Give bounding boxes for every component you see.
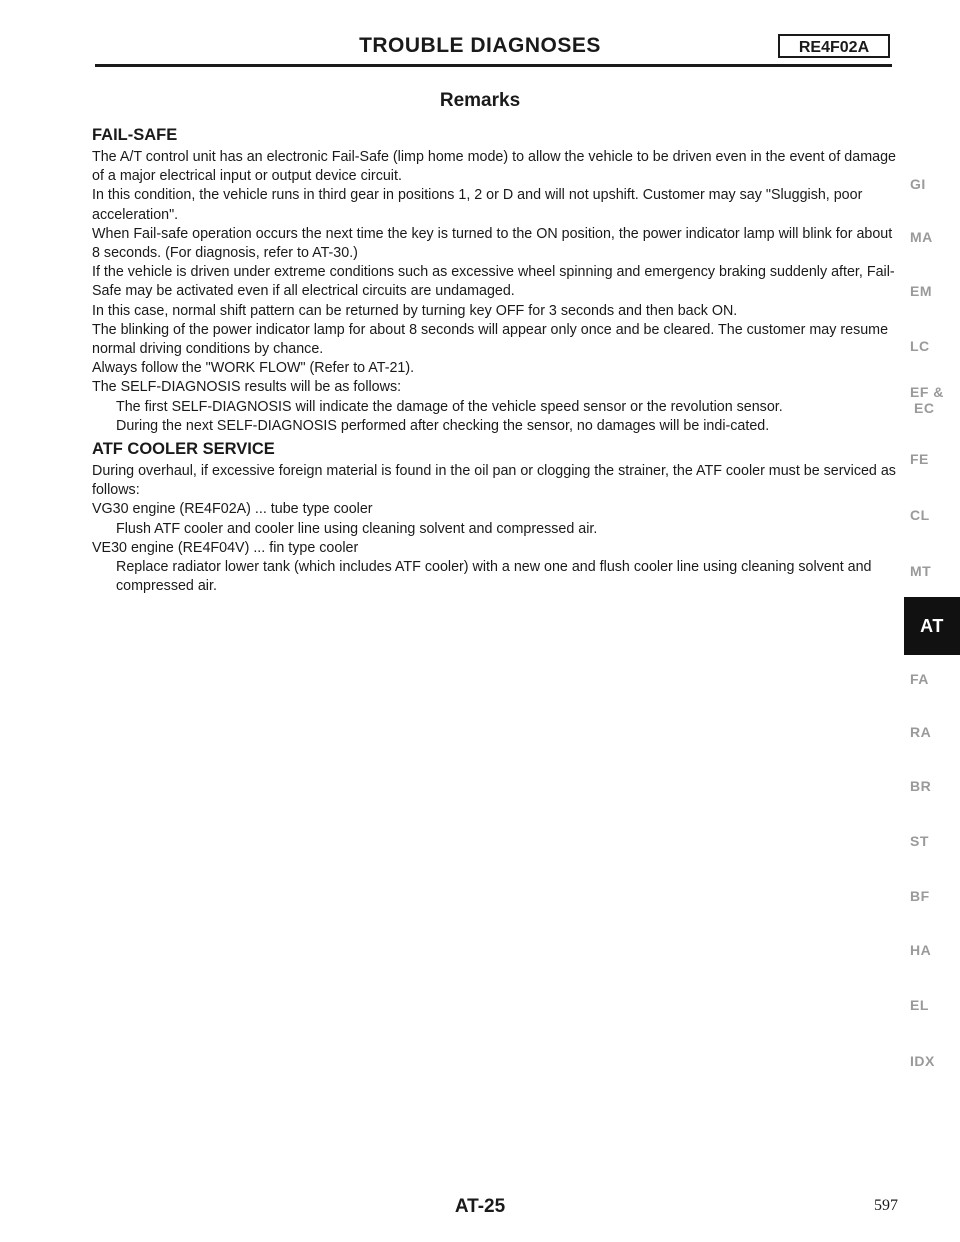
section-title: Remarks [439,90,521,111]
page-code: AT-25 [454,1196,506,1217]
fail-safe-paragraph: When Fail-safe operation occurs the next time the key is turned to the ON position, the power indicator lamp will blink for about 8 seconds. (For diagnosis, refer to AT-30.) [92,225,893,262]
index-tab-st[interactable]: ST [910,833,929,849]
index-tab-ma[interactable]: MA [910,229,933,245]
page-number: 597 [874,1197,898,1214]
fail-safe-paragraph: In this case, normal shift pattern can be returned by turning key OFF for 3 seconds and then back ON. [92,302,738,319]
index-tab-fa[interactable]: FA [910,671,929,687]
header-rule [95,64,892,67]
index-tab-ra[interactable]: RA [910,724,932,740]
self-diagnosis-result: The first SELF-DIAGNOSIS will indicate the damage of the vehicle speed sensor or the revolution sensor. [116,398,783,415]
fail-safe-heading: FAIL-SAFE [92,126,178,144]
section-index-tabs [904,0,960,1242]
index-tab-ef-ec[interactable] [910,384,944,416]
fail-safe-paragraph: The blinking of the power indicator lamp for about 8 seconds will appear only once and be cleared. The customer may resume normal driving conditions by chance. [92,321,889,358]
index-tab-em[interactable]: EM [910,283,932,299]
index-tab-mt[interactable]: MT [910,563,932,579]
index-tab-ha[interactable]: HA [910,942,932,958]
fail-safe-paragraph: The SELF-DIAGNOSIS results will be as follows: [92,379,402,396]
index-tab-idx[interactable]: IDX [910,1053,935,1069]
fail-safe-paragraph: The A/T control unit has an electronic Fail-Safe (limp home mode) to allow the vehicle to be driven even in the event of damage of a major electrical input or output device circuit. [92,149,896,185]
ve30-service-step: Replace radiator lower tank (which includes ATF cooler) with a new one and flush cooler line using cleaning solvent and compressed air. [116,559,872,595]
fail-safe-paragraph: Always follow the "WORK FLOW" (Refer to AT-21). [92,360,415,377]
fail-safe-paragraph: In this condition, the vehicle runs in third gear in positions 1, 2 or D and will not upshift. Customer may say "Sluggish, poor acceleration". [92,187,863,223]
index-tab-ec-label: EC [914,400,935,416]
self-diagnosis-result: During the next SELF-DIAGNOSIS performed after checking the sensor, no damages will be indi-cated. [116,417,770,434]
model-badge: RE4F02A [778,34,890,58]
main-content [92,124,898,596]
index-tab-bf[interactable]: BF [910,888,930,904]
atf-cooler-intro: During overhaul, if excessive foreign material is found in the oil pan or clogging the strainer, the ATF cooler must be serviced as follows: [92,463,896,499]
index-tab-ef-label: EF & [910,384,944,400]
vg30-service-step: Flush ATF cooler and cooler line using cleaning solvent and compressed air. [116,520,598,537]
index-tab-lc[interactable]: LC [910,338,930,354]
vg30-engine-line: VG30 engine (RE4F02A) ... tube type cooler [92,501,373,518]
index-tab-el[interactable]: EL [910,997,929,1013]
fail-safe-paragraph: If the vehicle is driven under extreme conditions such as excessive wheel spinning and emergency braking suddenly after, Fail-Safe may be activated even if all electrical circuits are undamaged. [92,264,895,300]
page-header-title: TROUBLE DIAGNOSES [359,34,601,57]
atf-cooler-heading: ATF COOLER SERVICE [92,440,275,459]
index-tab-at-active[interactable]: AT [904,597,960,655]
index-tab-cl[interactable]: CL [910,507,930,523]
index-tab-br[interactable]: BR [910,778,932,794]
ve30-engine-line: VE30 engine (RE4F04V) ... fin type cooler [92,539,359,556]
index-tab-fe[interactable]: FE [910,451,929,467]
index-tab-gi[interactable]: GI [910,176,926,192]
